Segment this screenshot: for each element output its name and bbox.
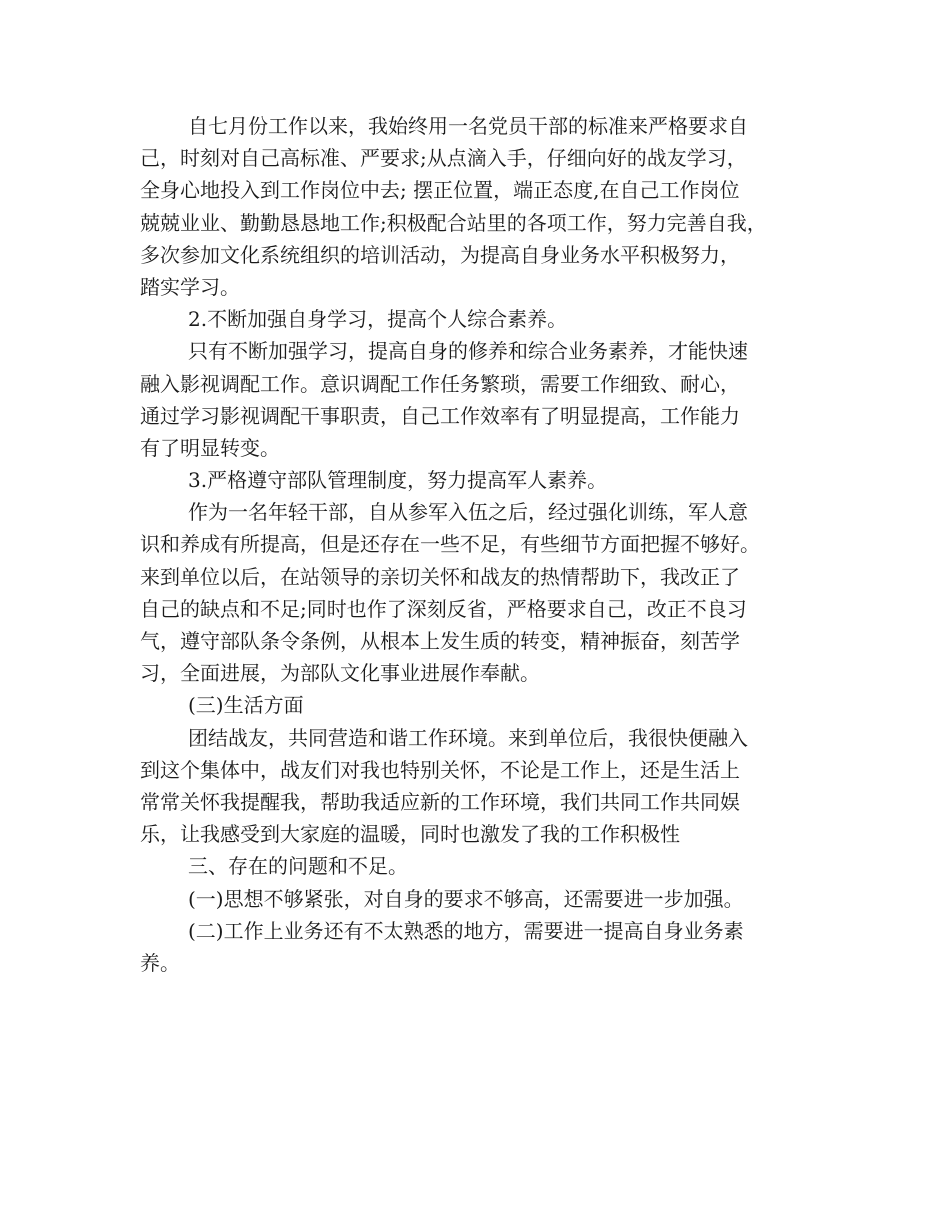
section-heading: 3.严格遵守部队管理制度，努力提高军人素养。 — [188, 468, 608, 493]
text-line: 乐，让我感受到大家庭的温暖，同时也激发了我的工作积极性 — [140, 822, 680, 847]
section-heading: 三、存在的问题和不足。 — [188, 854, 408, 879]
text-line: 作为一名年轻干部，自从参军入伍之后，经过强化训练，军人意 — [188, 500, 748, 525]
text-line: 己，时刻对自己高标准、严要求;从点滴入手，仔细向好的战友学习， — [140, 146, 747, 171]
text-line: 习，全面进展，为部队文化事业进展作奉献。 — [140, 661, 540, 686]
text-line: 融入影视调配工作。意识调配工作任务繁琐，需要工作细致、耐心， — [140, 371, 740, 396]
text-line: 踏实学习。 — [140, 274, 240, 299]
text-line: 养。 — [140, 950, 180, 975]
text-line: 有了明显转变。 — [140, 435, 280, 460]
text-line: 多次参加文化系统组织的培训活动，为提高自身业务水平积极努力， — [140, 242, 740, 267]
text-line: 自七月份工作以来，我始终用一名党员干部的标准来严格要求自 — [188, 114, 748, 138]
text-line: 到这个集体中，战友们对我也特别关怀，不论是工作上，还是生活上 — [140, 757, 740, 782]
text-line: 来到单位以后，在站领导的亲切关怀和战友的热情帮助下，我改正了 — [140, 564, 740, 589]
text-line: 常常关怀我提醒我，帮助我适应新的工作环境，我们共同工作共同娱 — [140, 789, 740, 814]
section-heading: 2.不断加强自身学习，提高个人综合素养。 — [188, 307, 568, 332]
section-heading: (三)生活方面 — [188, 693, 304, 718]
document-page — [140, 110, 812, 979]
text-line: 气，遵守部队条令条例，从根本上发生质的转变，精神振奋，刻苦学 — [140, 629, 740, 653]
text-line: 全身心地投入到工作岗位中去; 摆正位置，端正态度,在自己工作岗位 — [140, 178, 740, 203]
text-line: 团结战友，共同营造和谐工作环境。来到单位后，我很快便融入 — [188, 725, 748, 750]
text-line: 通过学习影视调配干事职责，自己工作效率有了明显提高，工作能力 — [140, 403, 740, 428]
text-line: 兢兢业业、勤勤恳恳地工作;积极配合站里的各项工作，努力完善自我， — [140, 210, 767, 235]
text-line: 只有不断加强学习，提高自身的修养和综合业务素养，才能快速 — [188, 339, 748, 364]
text-line: (一)思想不够紧张，对自身的要求不够高，还需要进一步加强。 — [188, 886, 744, 911]
text-line: (二)工作上业务还有不太熟悉的地方，需要进一提高自身业务素 — [188, 918, 744, 943]
text-line: 自己的缺点和不足;同时也作了深刻反省，严格要求自己，改正不良习 — [140, 596, 747, 621]
text-line: 识和养成有所提高，但是还存在一些不足，有些细节方面把握不够好。 — [140, 532, 760, 557]
